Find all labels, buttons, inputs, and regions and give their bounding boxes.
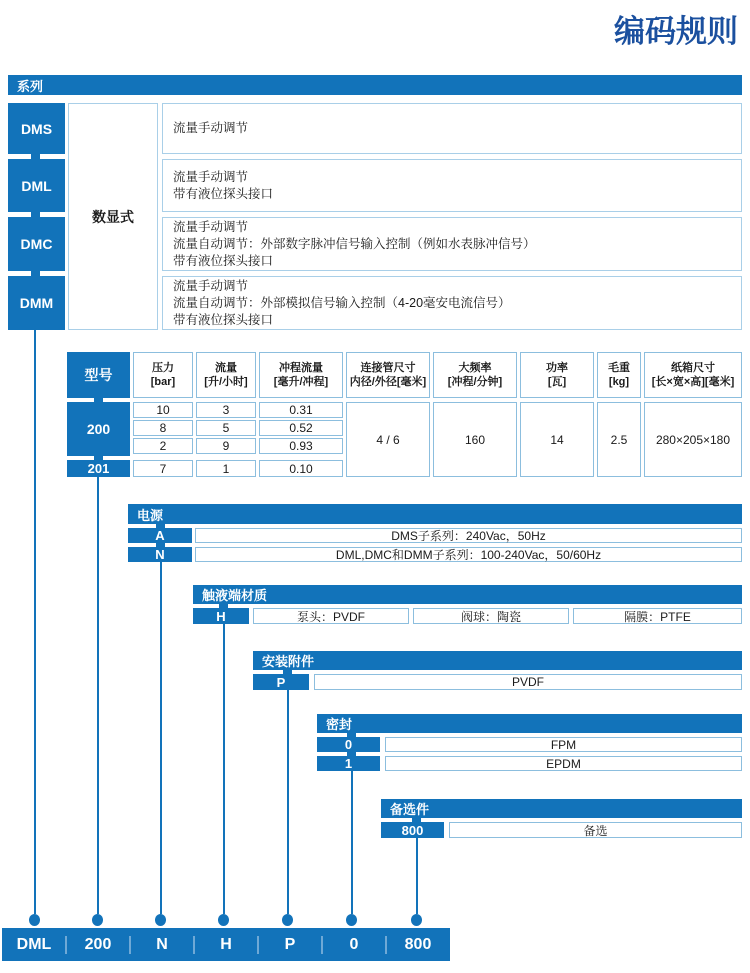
cell-flow: 9 xyxy=(196,438,256,454)
cell-carton: 280×205×180 xyxy=(644,402,742,477)
code-segment-mounting: P xyxy=(284,935,296,953)
mounting-desc: PVDF xyxy=(314,674,742,690)
cell-stroke: 0.10 xyxy=(259,460,343,477)
cell-pressure: 2 xyxy=(133,438,193,454)
col-unit: [升/小时] xyxy=(204,376,248,388)
material-pump-head: 泵头：PVDF xyxy=(253,608,409,624)
options-header-bar xyxy=(381,799,742,818)
desc-line: 流量手动调节 xyxy=(173,121,249,135)
col-unit: [瓦] xyxy=(547,376,567,388)
col-unit: [bar] xyxy=(150,376,176,388)
material-code-h: H xyxy=(193,608,249,624)
desc-line: 带有液位探头接口 xyxy=(173,312,274,327)
options-header-label: 备选件 xyxy=(390,802,430,817)
cell-stroke: 0.93 xyxy=(259,438,343,454)
options-code-800: 800 xyxy=(381,822,444,838)
page-title: 编码规则 xyxy=(614,14,738,49)
col-unit: [长×宽×高][毫米] xyxy=(651,376,735,388)
series-type-label: 数显式 xyxy=(92,208,134,225)
seal-desc-epdm: EPDM xyxy=(385,756,742,771)
series-desc-dmc xyxy=(162,217,742,271)
connector-line-options xyxy=(416,838,418,914)
seal-code-0: 0 xyxy=(317,737,380,752)
options-desc: 备选 xyxy=(449,822,742,838)
col-title: 纸箱尺寸 xyxy=(671,362,715,374)
code-segment-power: N xyxy=(156,935,168,953)
series-type-box xyxy=(68,103,158,330)
power-desc-n: DML,DMC和DMM子系列：100-240Vac，50/60Hz xyxy=(195,547,742,562)
col-unit: [毫升/冲程] xyxy=(273,376,329,388)
col-title: 冲程流量 xyxy=(279,362,323,374)
desc-line: 带有液位探头接口 xyxy=(173,253,274,268)
cell-pressure: 8 xyxy=(133,420,193,436)
col-title: 连接管尺寸 xyxy=(360,362,416,374)
connector-line-series xyxy=(34,330,36,914)
series-code-dms: DMS xyxy=(8,103,65,154)
mounting-code-p: P xyxy=(253,674,309,690)
specs-model-200: 200 xyxy=(67,402,130,456)
series-desc-dml xyxy=(162,159,742,212)
series-code-dmc: DMC xyxy=(8,217,65,271)
connector-line-power xyxy=(160,562,162,914)
cell-flow: 3 xyxy=(196,402,256,418)
connector-dot xyxy=(411,914,422,926)
cell-stroke: 0.52 xyxy=(259,420,343,436)
col-header-stroke-volume xyxy=(259,352,343,398)
connector-line-mounting xyxy=(287,690,289,914)
code-segment-options: 800 xyxy=(404,935,432,953)
power-header-bar xyxy=(128,504,742,524)
connector-dot xyxy=(346,914,357,926)
col-title: 毛重 xyxy=(608,362,630,374)
code-segment-seal: 0 xyxy=(349,935,359,953)
cell-stroke: 0.31 xyxy=(259,402,343,418)
code-segment-material: H xyxy=(220,935,232,953)
col-header-power xyxy=(520,352,594,398)
col-header-pressure xyxy=(133,352,193,398)
code-segment-model: 200 xyxy=(84,935,112,953)
material-diaphragm: 隔膜：PTFE xyxy=(573,608,742,624)
series-header-label: 系列 xyxy=(17,78,44,94)
cell-pipe-size: 4 / 6 xyxy=(346,402,430,477)
power-header-label: 电源 xyxy=(137,507,164,523)
series-header-bar xyxy=(8,75,742,95)
desc-line: 流量自动调节：外部数字脉冲信号输入控制（例如水表脉冲信号） xyxy=(173,236,536,251)
mounting-header-bar xyxy=(253,651,742,670)
series-code-dml: DML xyxy=(8,159,65,212)
cell-power: 14 xyxy=(520,402,594,477)
connector-dot xyxy=(92,914,103,926)
cell-flow: 1 xyxy=(196,460,256,477)
col-header-weight xyxy=(597,352,641,398)
connector-dot xyxy=(29,914,40,926)
example-code-bar xyxy=(2,928,450,961)
series-desc-dmm xyxy=(162,276,742,330)
cell-pressure: 7 xyxy=(133,460,193,477)
series-desc-dms xyxy=(162,103,742,154)
connector-dot xyxy=(218,914,229,926)
material-header-bar xyxy=(193,585,742,604)
cell-flow: 5 xyxy=(196,420,256,436)
specs-model-header: 型号 xyxy=(67,352,130,398)
col-header-carton xyxy=(644,352,742,398)
col-header-pipe-size xyxy=(346,352,430,398)
mounting-header-label: 安装附件 xyxy=(262,654,315,669)
desc-line: 流量手动调节 xyxy=(173,278,249,293)
cell-pressure: 10 xyxy=(133,402,193,418)
col-header-frequency xyxy=(433,352,517,398)
seal-desc-fpm: FPM xyxy=(385,737,742,752)
connector-dot xyxy=(155,914,166,926)
power-code-a: A xyxy=(128,528,192,543)
col-title: 大频率 xyxy=(458,362,492,374)
specs-model-201: 201 xyxy=(67,460,130,477)
col-title: 压力 xyxy=(152,362,174,374)
seal-header-label: 密封 xyxy=(326,717,353,732)
connector-line-material xyxy=(223,624,225,914)
desc-line: 流量手动调节 xyxy=(173,169,249,184)
cell-frequency: 160 xyxy=(433,402,517,477)
material-header-label: 触液端材质 xyxy=(202,588,268,603)
power-desc-a: DMS子系列：240Vac，50Hz xyxy=(195,528,742,543)
col-unit: [kg] xyxy=(608,376,630,388)
desc-line: 带有液位探头接口 xyxy=(173,186,274,201)
col-unit: 内径/外径[毫米] xyxy=(349,376,427,388)
desc-line: 流量手动调节 xyxy=(173,219,249,234)
connector-line-seal xyxy=(351,771,353,914)
power-code-n: N xyxy=(128,547,192,562)
connector-dot xyxy=(282,914,293,926)
col-unit: [冲程/分钟] xyxy=(447,376,503,388)
seal-header-bar xyxy=(317,714,742,733)
col-header-flow xyxy=(196,352,256,398)
seal-code-1: 1 xyxy=(317,756,380,771)
col-title: 流量 xyxy=(215,362,237,374)
material-valve-ball: 阀球：陶瓷 xyxy=(413,608,569,624)
code-segment-series: DML xyxy=(16,935,52,953)
cell-weight: 2.5 xyxy=(597,402,641,477)
col-title: 功率 xyxy=(546,362,568,374)
connector-line-model xyxy=(97,477,99,914)
desc-line: 流量自动调节：外部模拟信号输入控制（4-20毫安电流信号） xyxy=(173,295,511,310)
series-code-dmm: DMM xyxy=(8,276,65,330)
